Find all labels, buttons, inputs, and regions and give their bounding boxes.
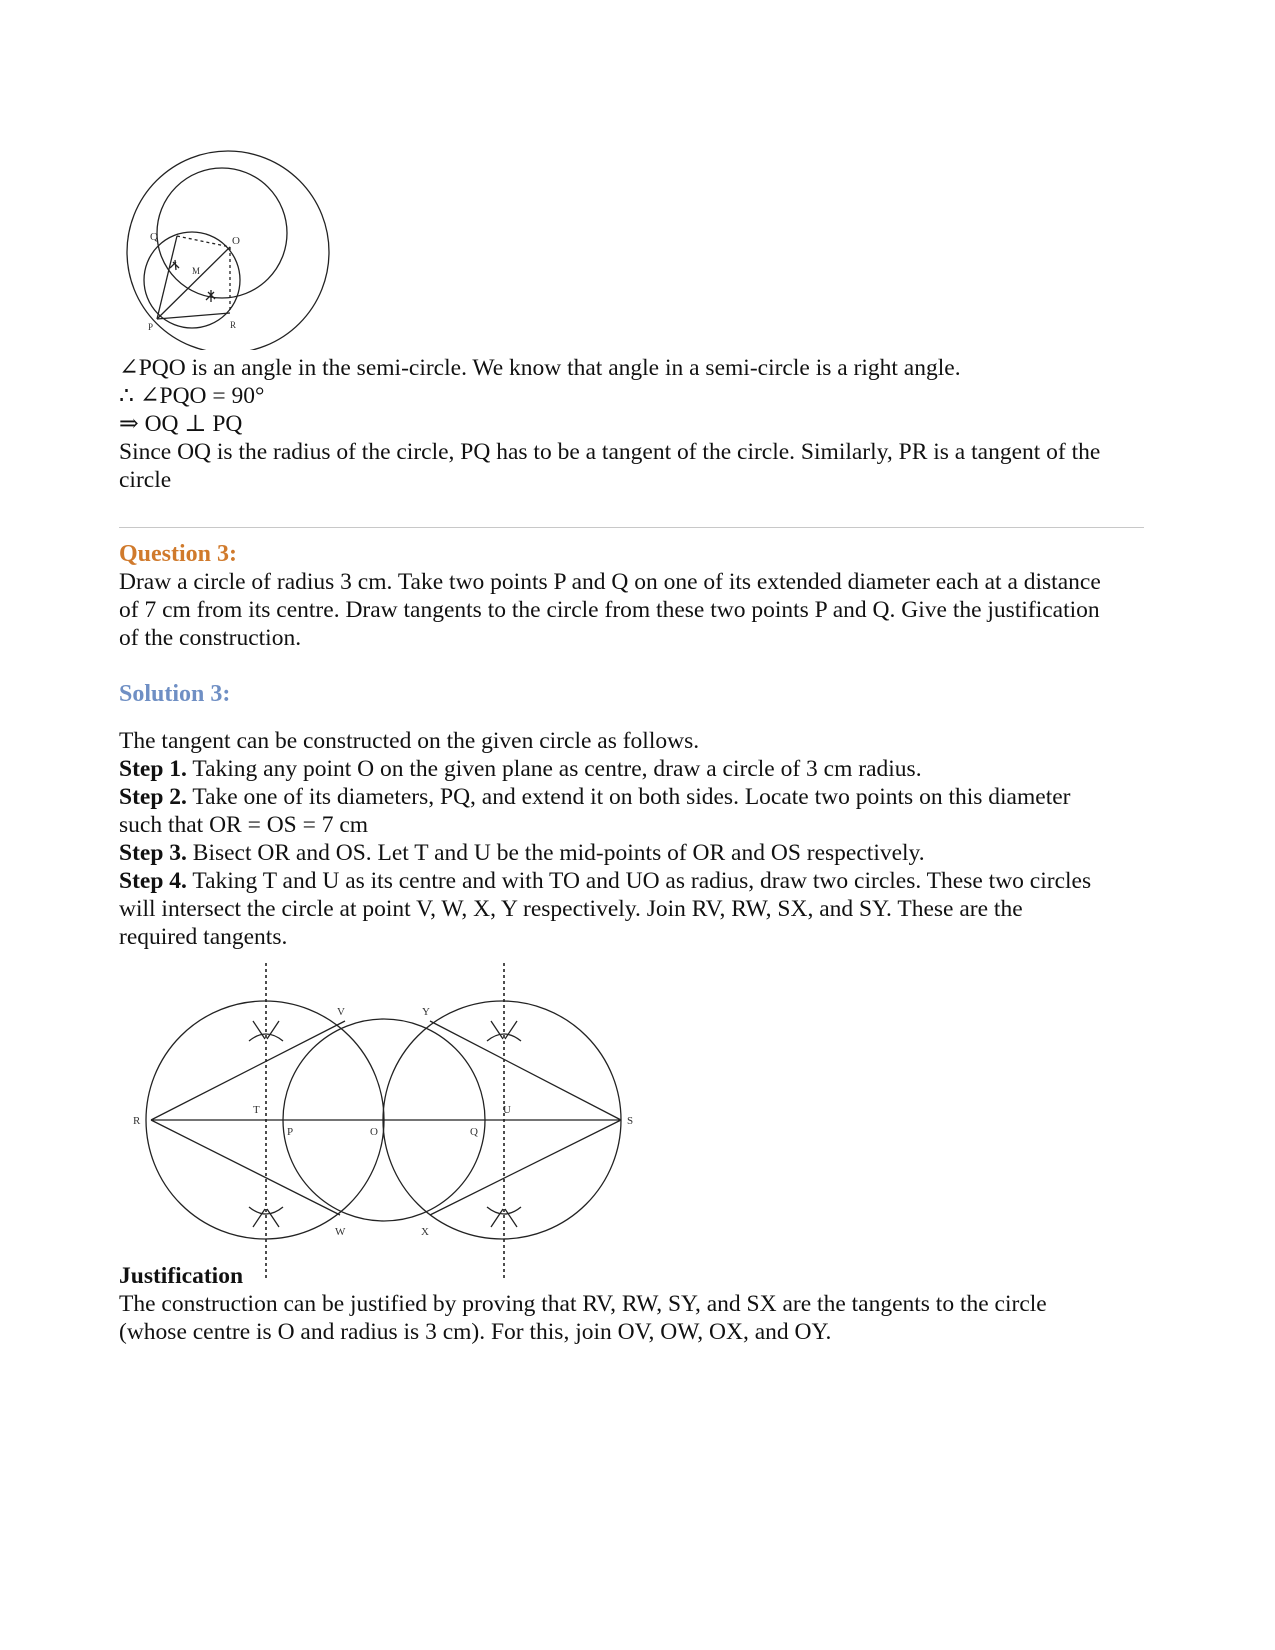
intro-line-1: ∠PQO is an angle in the semi-circle. We know that angle in a semi-circle is a right angle.	[119, 355, 961, 381]
tangent-sx	[430, 1120, 621, 1215]
label-o: O	[232, 235, 240, 247]
solution-heading: Solution 3:	[119, 681, 231, 707]
label-q: Q	[470, 1126, 478, 1138]
step-1-text: Taking any point O on the given plane as centre, draw a circle of 3 cm radius.	[192, 756, 922, 782]
label-p: P	[287, 1126, 294, 1138]
label-s: S	[627, 1115, 634, 1127]
step-2-text: Take one of its diameters, PQ, and extend it on both sides. Locate two points on this diameter	[192, 784, 1071, 810]
label-r: R	[230, 320, 237, 330]
label-w: W	[335, 1226, 346, 1238]
solution-steps	[119, 727, 1179, 951]
label-q: Q	[150, 231, 158, 243]
justification-line-1: The construction can be justified by proving that RV, RW, SY, and SX are the tangents to the circle	[119, 1291, 1047, 1317]
label-t: T	[253, 1104, 260, 1116]
given-circle	[157, 168, 287, 298]
step-2-cont: such that OR = OS = 7 cm	[119, 812, 369, 838]
step-3-label: Step 3.	[119, 840, 187, 866]
step-4	[119, 867, 1179, 895]
solution-heading-block	[119, 680, 1179, 708]
section-divider	[119, 527, 1144, 528]
intro-line-5: circle	[119, 467, 172, 493]
label-v: V	[337, 1006, 345, 1018]
outer-circle	[127, 151, 329, 350]
justification-line-2: (whose centre is O and radius is 3 cm). For this, join OV, OW, OX, and OY.	[119, 1319, 832, 1345]
figure-tangent-construction-1	[120, 140, 350, 350]
intro-line-4: Since OQ is the radius of the circle, PQ has to be a tangent of the circle. Similarly, PR is a tangent of the	[119, 439, 1101, 465]
intro-line-2: ∴ ∠PQO = 90°	[119, 383, 265, 409]
solution-intro: The tangent can be constructed on the given circle as follows.	[119, 728, 700, 754]
figure-tangent-construction-2	[125, 955, 665, 1285]
tangent-sy	[430, 1021, 621, 1120]
step-4-cont-2: required tangents.	[119, 924, 288, 950]
tangent-pr	[157, 313, 230, 319]
justification-block	[119, 1262, 1179, 1346]
question-line-1: Draw a circle of radius 3 cm. Take two points P and Q on one of its extended diameter each at a distance	[119, 569, 1101, 595]
label-p: P	[148, 322, 154, 332]
step-2-label: Step 2.	[119, 784, 187, 810]
question-line-3: of the construction.	[119, 625, 302, 651]
label-u: U	[503, 1104, 511, 1116]
label-x: X	[421, 1226, 429, 1238]
step-2	[119, 783, 1179, 811]
label-o: O	[370, 1126, 378, 1138]
step-1	[119, 755, 1179, 783]
step-4-label: Step 4.	[119, 868, 187, 894]
intro-text	[119, 354, 1179, 494]
question-line-2: of 7 cm from its centre. Draw tangents to the circle from these two points P and Q. Give the justification	[119, 597, 1100, 623]
intro-line-3: ⇒ OQ ⊥ PQ	[119, 411, 243, 437]
radius-oq	[177, 236, 230, 247]
label-m: M	[192, 266, 201, 276]
line-po	[157, 247, 230, 319]
step-1-label: Step 1.	[119, 756, 187, 782]
question-block	[119, 540, 1179, 652]
question-heading: Question 3:	[119, 541, 238, 567]
tangent-rw	[151, 1120, 340, 1215]
justification-heading: Justification	[119, 1263, 244, 1289]
label-y: Y	[422, 1006, 430, 1018]
step-3	[119, 839, 1179, 867]
step-4-text: Taking T and U as its centre and with TO and UO as radius, draw two circles. These two circles	[192, 868, 1092, 894]
step-4-cont-1: will intersect the circle at point V, W, X, Y respectively. Join RV, RW, SX, and SY. These are the	[119, 896, 1023, 922]
step-3-text: Bisect OR and OS. Let T and U be the mid-points of OR and OS respectively.	[192, 840, 925, 866]
label-r: R	[133, 1115, 141, 1127]
